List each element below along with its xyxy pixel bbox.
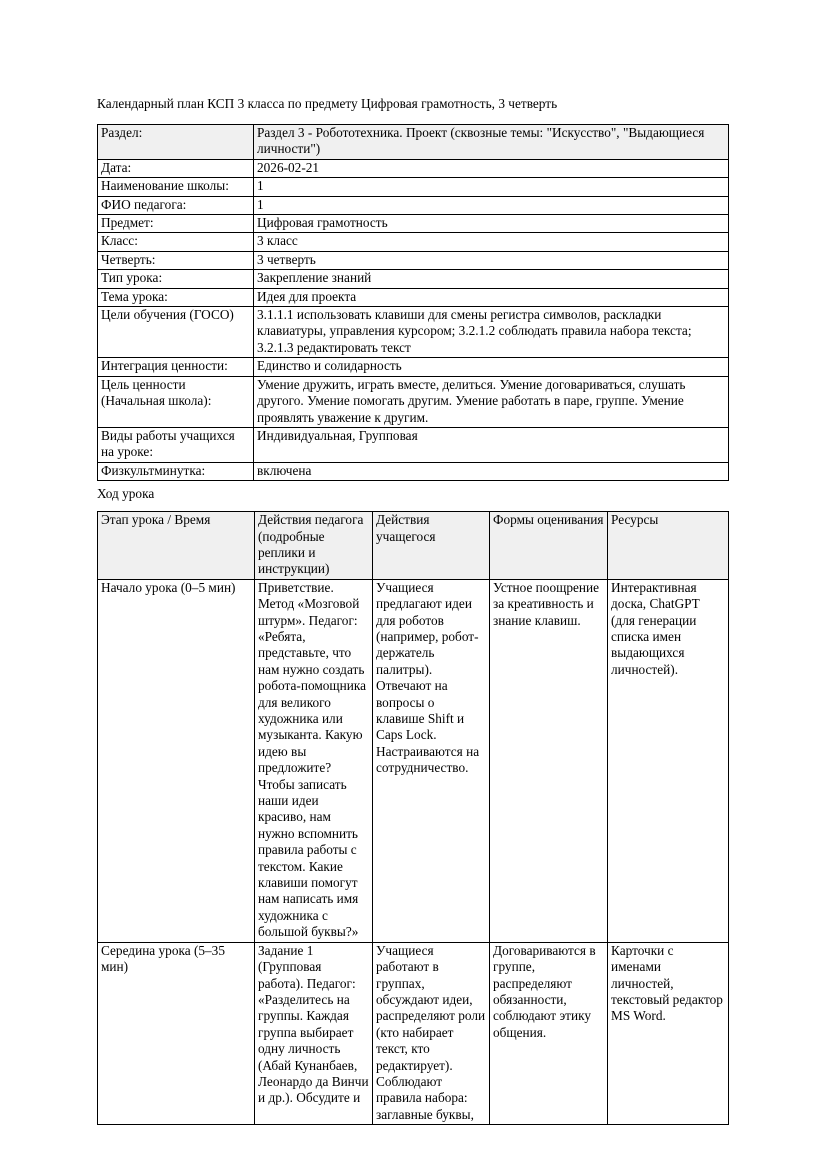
lesson-table [97, 511, 729, 1125]
info-row-value: 2026-02-21 [254, 159, 729, 177]
resources-cell: Карточки с именами личностей, текстовый редактор MS Word. [608, 942, 729, 1124]
info-row-value: 3 четверть [254, 251, 729, 269]
info-row-label: Четверть: [98, 251, 254, 269]
header-cell-student-actions: Действия учащегося [373, 512, 490, 580]
header-cell-assessment: Формы оценивания [490, 512, 608, 580]
info-row [98, 288, 729, 306]
info-row [98, 427, 729, 462]
info-row-value: Умение дружить, играть вместе, делиться. Умение договариваться, слушать другого. Умение помогать другим. Умение работать в паре, группе. Умение проявлять уважение к другим. [254, 376, 729, 427]
header-cell-teacher-actions: Действия педагога (подробные реплики и инструкции) [255, 512, 373, 580]
info-row [98, 358, 729, 376]
section-heading: Ход урока [97, 486, 155, 502]
resources-cell: Интерактивная доска, ChatGPT (для генерации списка имен выдающихся личностей). [608, 579, 729, 942]
info-row-label: Тема урока: [98, 288, 254, 306]
info-row [98, 462, 729, 480]
info-row-label: Тип урока: [98, 270, 254, 288]
header-cell-resources: Ресурсы [608, 512, 729, 580]
stage-cell: Начало урока (0–5 мин) [98, 579, 255, 942]
info-row-label: Виды работы учащихся на уроке: [98, 427, 254, 462]
assessment-cell: Устное поощрение за креативность и знание клавиш. [490, 579, 608, 942]
info-row [98, 307, 729, 358]
info-row-value: 3 класс [254, 233, 729, 251]
info-row-value: 1 [254, 196, 729, 214]
info-row [98, 178, 729, 196]
info-row-value: Закрепление знаний [254, 270, 729, 288]
info-row-value: Идея для проекта [254, 288, 729, 306]
info-row-label: Предмет: [98, 215, 254, 233]
info-row [98, 251, 729, 269]
info-row-value: 1 [254, 178, 729, 196]
teacher-actions-cell: Приветствие. Метод «Мозговой штурм». Педагог: «Ребята, представьте, что нам нужно создать робота-помощника для великого художника или музыканта. Какую идею вы предложите? Чтобы записать наши идеи красиво, нам нужно вспомнить правила работы с текстом. Какие клавиши помогут нам написать имя художника с большой буквы?» [255, 579, 373, 942]
info-row [98, 125, 729, 160]
info-row-label: Дата: [98, 159, 254, 177]
info-row-value: 3.1.1.1 использовать клавиши для смены регистра символов, раскладки клавиатуры, управления курсором; 3.2.1.2 соблюдать правила набора текста; 3.2.1.3 редактировать текст [254, 307, 729, 358]
student-actions-cell: Учащиеся работают в группах, обсуждают идеи, распределяют роли (кто набирает текст, кто редактирует). Соблюдают правила набора: заглавные буквы, [373, 942, 490, 1124]
info-row [98, 215, 729, 233]
info-row-label: Цели обучения (ГОСО) [98, 307, 254, 358]
info-row-value: Раздел 3 - Робототехника. Проект (сквозные темы: "Искусство", "Выдающиеся личности") [254, 125, 729, 160]
info-row [98, 196, 729, 214]
info-table [97, 124, 729, 481]
info-row [98, 159, 729, 177]
info-row-label: Физкультминутка: [98, 462, 254, 480]
document-content [97, 96, 728, 1125]
lesson-row [98, 579, 729, 942]
info-row-value: Цифровая грамотность [254, 215, 729, 233]
info-row [98, 376, 729, 427]
info-row-label: Раздел: [98, 125, 254, 160]
header-cell-stage: Этап урока / Время [98, 512, 255, 580]
info-row-value: Индивидуальная, Групповая [254, 427, 729, 462]
assessment-cell: Договариваются в группе, распределяют обязанности, соблюдают этику общения. [490, 942, 608, 1124]
teacher-actions-cell: Задание 1 (Групповая работа). Педагог: «Разделитесь на группы. Каждая группа выбирает одну личность (Абай Кунанбаев, Леонардо да Винчи и др.). Обсудите и [255, 942, 373, 1124]
info-row [98, 233, 729, 251]
info-row-label: ФИО педагога: [98, 196, 254, 214]
info-row-label: Интеграция ценности: [98, 358, 254, 376]
lesson-row [98, 942, 729, 1124]
stage-cell: Середина урока (5–35 мин) [98, 942, 255, 1124]
lesson-header-row [98, 512, 729, 580]
info-row [98, 270, 729, 288]
info-row-value: Единство и солидарность [254, 358, 729, 376]
info-row-value: включена [254, 462, 729, 480]
student-actions-cell: Учащиеся предлагают идеи для роботов (например, робот-держатель палитры). Отвечают на вопросы о клавише Shift и Caps Lock. Настраиваются на сотрудничество. [373, 579, 490, 942]
page-title: Календарный план КСП 3 класса по предмету Цифровая грамотность, 3 четверть [97, 96, 558, 111]
info-row-label: Цель ценности (Начальная школа): [98, 376, 254, 427]
info-row-label: Наименование школы: [98, 178, 254, 196]
info-row-label: Класс: [98, 233, 254, 251]
